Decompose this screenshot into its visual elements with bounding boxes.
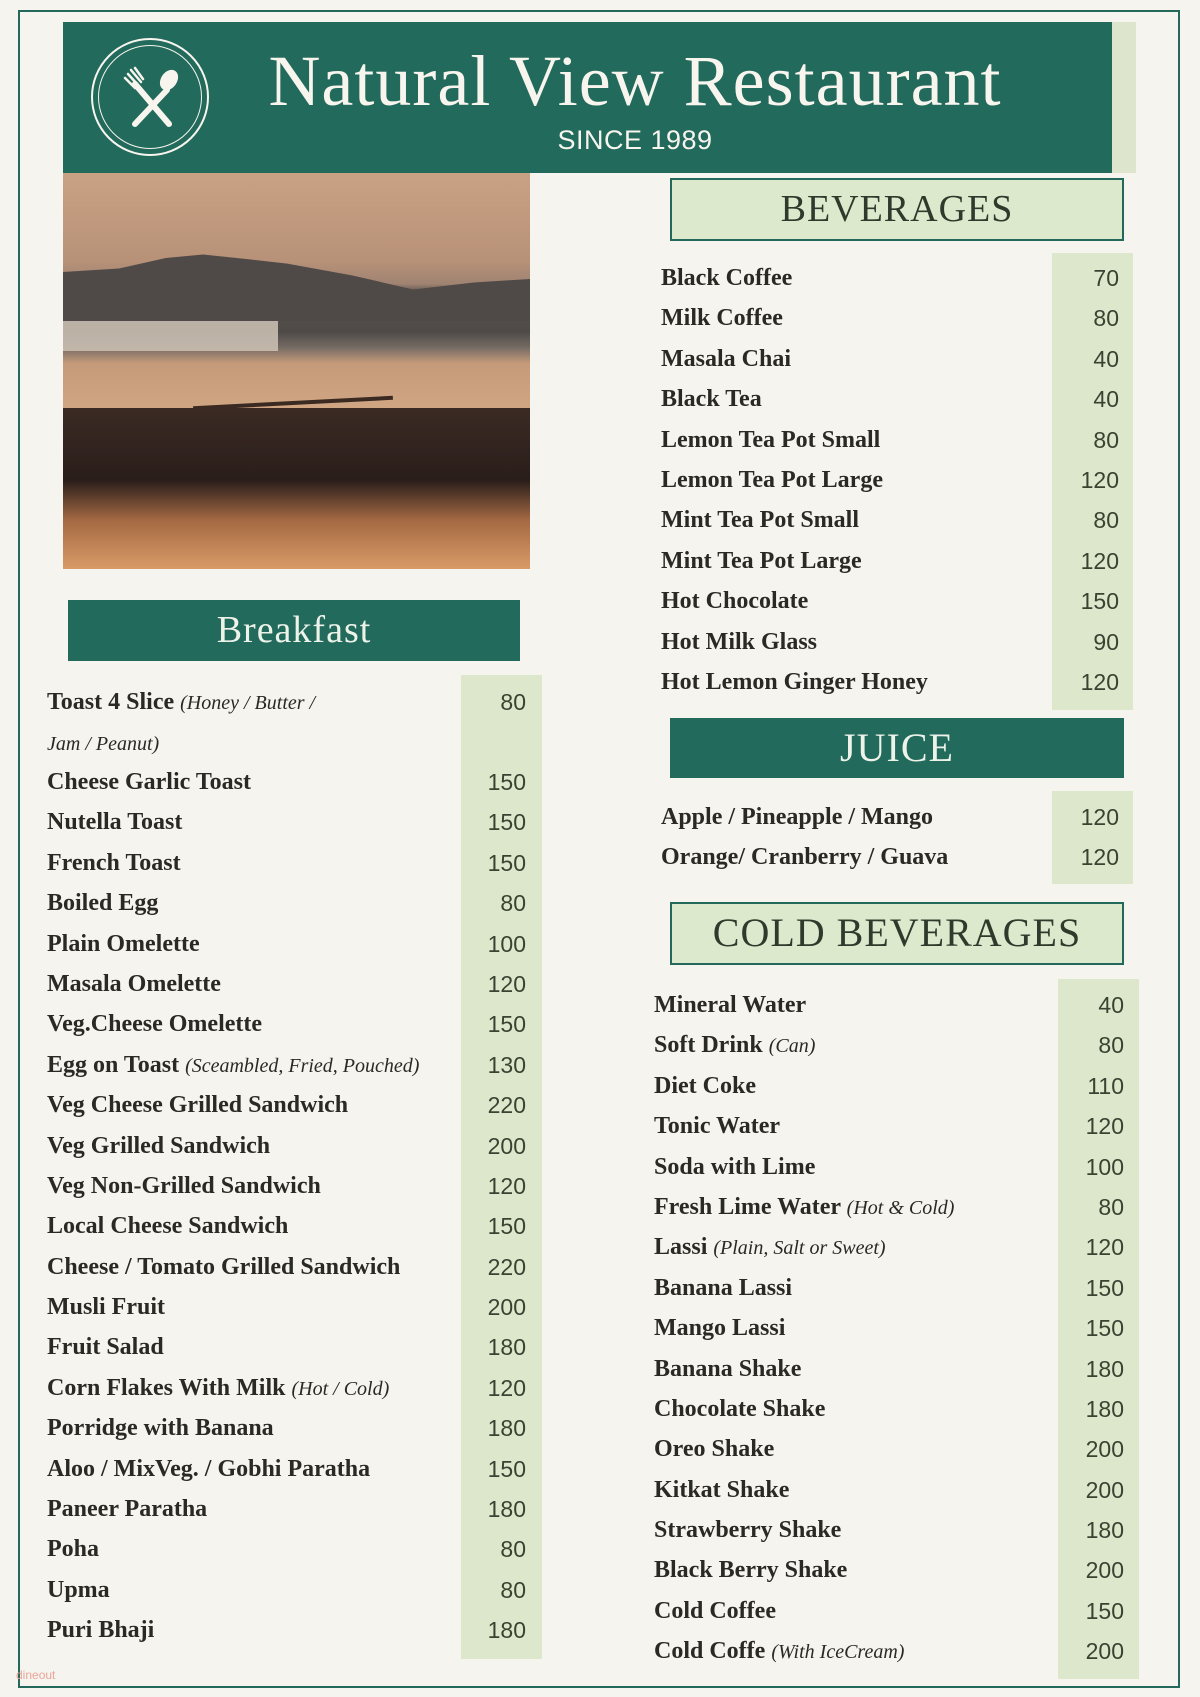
watermark: dineout bbox=[16, 1668, 56, 1682]
since-tagline: SINCE 1989 bbox=[557, 125, 713, 155]
menu-item-name bbox=[661, 339, 791, 379]
menu-item-price: 220 bbox=[487, 1092, 526, 1119]
menu-item-name bbox=[661, 581, 808, 621]
menu-item bbox=[661, 837, 1127, 877]
menu-item-price: 200 bbox=[1085, 1557, 1124, 1584]
menu-item bbox=[47, 1368, 537, 1408]
menu-item bbox=[654, 1389, 1133, 1429]
menu-item-note: (Hot & Cold) bbox=[846, 1196, 955, 1219]
menu-item-name bbox=[47, 1489, 207, 1529]
menu-item-note: (Sceambled, Fried, Pouched) bbox=[185, 1054, 420, 1077]
menu-item-price: 150 bbox=[487, 769, 526, 795]
item-name-text: Fruit Salad bbox=[47, 1334, 164, 1361]
item-name-text: Poha bbox=[47, 1536, 100, 1563]
menu-item-price: 150 bbox=[1085, 1274, 1124, 1301]
menu-item-price: 80 bbox=[500, 1576, 526, 1603]
menu-item-note: (With IceCream) bbox=[771, 1641, 905, 1664]
item-name-text: Oreo Shake bbox=[654, 1436, 775, 1463]
menu-item bbox=[661, 298, 1127, 338]
menu-item-price: 200 bbox=[487, 1294, 526, 1321]
menu-item-name bbox=[47, 1368, 389, 1409]
item-name-text: Veg Grilled Sandwich bbox=[47, 1132, 271, 1159]
item-name-text: Toast 4 Slice bbox=[47, 689, 175, 715]
header-banner bbox=[63, 22, 1112, 173]
photo-mountains bbox=[63, 251, 530, 321]
menu-item bbox=[47, 1004, 537, 1044]
menu-item-name bbox=[661, 837, 948, 877]
menu-item-name bbox=[47, 1045, 419, 1086]
menu-item-price: 180 bbox=[487, 1496, 526, 1523]
menu-item-name bbox=[654, 1591, 776, 1631]
menu-item bbox=[47, 802, 537, 842]
menu-item-name bbox=[654, 1227, 886, 1268]
item-name-text: Mango Lassi bbox=[654, 1315, 786, 1342]
menu-item bbox=[661, 379, 1127, 419]
menu-item-name bbox=[661, 541, 862, 581]
menu-item-price: 90 bbox=[1093, 628, 1119, 655]
menu-item bbox=[654, 1470, 1133, 1510]
menu-item-price: 150 bbox=[1080, 588, 1119, 615]
item-name-text: Veg Non-Grilled Sandwich bbox=[47, 1172, 321, 1199]
menu-item bbox=[47, 1126, 537, 1166]
menu-item bbox=[654, 1349, 1133, 1389]
menu-item bbox=[654, 1187, 1133, 1227]
menu-item-note: (Honey / Butter / Jam / Peanut) bbox=[47, 692, 316, 755]
item-name-text: Egg on Toast bbox=[47, 1051, 180, 1078]
item-name-text: Milk Coffee bbox=[661, 305, 783, 332]
menu-item bbox=[47, 1206, 537, 1246]
menu-item bbox=[47, 1247, 537, 1287]
menu-item bbox=[661, 258, 1127, 298]
menu-item-price: 80 bbox=[1098, 1193, 1124, 1220]
menu-item-price: 80 bbox=[1098, 1032, 1124, 1059]
item-name-text: Musli Fruit bbox=[47, 1294, 165, 1321]
item-name-text: Chocolate Shake bbox=[654, 1395, 826, 1422]
menu-item-name bbox=[47, 883, 158, 923]
item-name-text: Lassi bbox=[654, 1234, 708, 1261]
menu-item bbox=[661, 500, 1127, 540]
menu-item bbox=[654, 1025, 1133, 1065]
menu-item bbox=[661, 581, 1127, 621]
menu-item-name bbox=[47, 1408, 274, 1448]
menu-item-price: 180 bbox=[1085, 1395, 1124, 1422]
menu-item-price: 40 bbox=[1098, 992, 1124, 1018]
menu-item-price: 130 bbox=[487, 1051, 526, 1078]
restaurant-title: Natural View Restaurant bbox=[268, 41, 1002, 121]
item-name-text: Mineral Water bbox=[654, 992, 807, 1018]
menu-item-name bbox=[654, 1066, 756, 1106]
menu-item-name bbox=[47, 762, 251, 802]
menu-item-name bbox=[47, 1247, 400, 1287]
menu-item bbox=[47, 1408, 537, 1448]
item-name-text: French Toast bbox=[47, 849, 181, 876]
menu-item bbox=[661, 339, 1127, 379]
menu-item-name bbox=[661, 420, 880, 460]
photo-palace bbox=[63, 321, 278, 351]
breakfast-heading: Breakfast bbox=[68, 600, 520, 661]
menu-item-name bbox=[47, 924, 200, 964]
menu-item-price: 180 bbox=[1085, 1517, 1124, 1544]
beverages-heading: BEVERAGES bbox=[670, 178, 1124, 241]
menu-item bbox=[47, 843, 537, 883]
menu-item-price: 120 bbox=[1080, 844, 1119, 871]
menu-item-name bbox=[47, 1570, 110, 1610]
menu-item-price: 180 bbox=[1085, 1355, 1124, 1382]
menu-item-name bbox=[661, 460, 883, 500]
menu-item-name bbox=[47, 964, 221, 1004]
item-name-text: Strawberry Shake bbox=[654, 1517, 842, 1544]
menu-item bbox=[661, 622, 1127, 662]
menu-item-price: 150 bbox=[487, 1213, 526, 1240]
menu-item bbox=[47, 762, 537, 802]
menu-item-name bbox=[47, 1206, 288, 1246]
menu-item bbox=[47, 1529, 537, 1569]
cold-beverages-list bbox=[654, 985, 1133, 1672]
menu-item-name bbox=[661, 258, 792, 298]
menu-item-name bbox=[654, 985, 806, 1025]
item-name-text: Cold Coffee bbox=[654, 1597, 776, 1624]
menu-item-name bbox=[47, 1610, 154, 1650]
item-name-text: Plain Omelette bbox=[47, 930, 200, 957]
menu-item-name bbox=[47, 1327, 164, 1367]
menu-item-price: 200 bbox=[1085, 1638, 1124, 1665]
item-name-text: Hot Milk Glass bbox=[661, 628, 818, 655]
item-name-text: Hot Chocolate bbox=[661, 588, 809, 615]
item-name-text: Nutella Toast bbox=[47, 809, 183, 836]
menu-item-name bbox=[47, 682, 337, 764]
item-name-text: Cheese Garlic Toast bbox=[47, 769, 251, 795]
menu-item bbox=[47, 1489, 537, 1529]
menu-item-name bbox=[661, 622, 817, 662]
menu-item-price: 120 bbox=[1080, 547, 1119, 574]
menu-item-name bbox=[654, 1349, 801, 1389]
menu-item-name bbox=[654, 1147, 815, 1187]
menu-item-name bbox=[654, 1470, 789, 1510]
breakfast-list bbox=[47, 682, 537, 1651]
item-name-text: Veg.Cheese Omelette bbox=[47, 1011, 263, 1038]
item-name-text: Banana Shake bbox=[654, 1355, 802, 1382]
menu-item-price: 120 bbox=[1085, 1234, 1124, 1261]
menu-item bbox=[47, 1045, 537, 1085]
menu-item-price: 70 bbox=[1093, 265, 1119, 291]
menu-item bbox=[661, 420, 1127, 460]
menu-item-name bbox=[47, 802, 182, 842]
menu-item-name bbox=[661, 500, 859, 540]
menu-item-name bbox=[661, 662, 928, 702]
menu-item-price: 80 bbox=[1093, 507, 1119, 534]
menu-item-price: 150 bbox=[487, 809, 526, 836]
menu-item-price: 150 bbox=[487, 849, 526, 876]
item-name-text: Aloo / MixVeg. / Gobhi Paratha bbox=[47, 1455, 371, 1482]
menu-item bbox=[654, 1631, 1133, 1671]
menu-item-name bbox=[661, 298, 783, 338]
item-name-text: Banana Lassi bbox=[654, 1274, 793, 1301]
menu-item-name bbox=[47, 1126, 270, 1166]
item-name-text: Masala Chai bbox=[661, 345, 792, 372]
item-name-text: Diet Coke bbox=[654, 1072, 756, 1099]
menu-item-price: 150 bbox=[487, 1455, 526, 1482]
menu-item bbox=[661, 541, 1127, 581]
menu-item-price: 80 bbox=[500, 689, 526, 715]
logo bbox=[91, 38, 209, 156]
menu-item-price: 80 bbox=[1093, 305, 1119, 332]
item-name-text: Lemon Tea Pot Large bbox=[661, 466, 883, 493]
menu-item-price: 180 bbox=[487, 1617, 526, 1644]
menu-item-name bbox=[47, 1449, 370, 1489]
menu-item-name bbox=[654, 1550, 847, 1590]
menu-item-name bbox=[654, 1429, 774, 1469]
menu-item-price: 150 bbox=[487, 1011, 526, 1038]
item-name-text: Apple / Pineapple / Mango bbox=[661, 804, 934, 830]
header-accent-strip bbox=[1112, 22, 1136, 173]
menu-item-price: 120 bbox=[487, 1374, 526, 1401]
item-name-text: Tonic Water bbox=[654, 1113, 781, 1140]
menu-item-name bbox=[47, 1287, 165, 1327]
menu-item-name bbox=[654, 1631, 904, 1672]
juice-list bbox=[661, 797, 1127, 878]
menu-item-price: 80 bbox=[500, 1536, 526, 1563]
menu-item-price: 100 bbox=[1085, 1153, 1124, 1180]
menu-item bbox=[47, 682, 537, 762]
menu-item bbox=[47, 1085, 537, 1125]
menu-item-name bbox=[47, 843, 181, 883]
item-name-text: Upma bbox=[47, 1576, 110, 1603]
menu-item-price: 40 bbox=[1093, 386, 1119, 413]
menu-item-price: 110 bbox=[1087, 1072, 1124, 1099]
menu-item bbox=[654, 1268, 1133, 1308]
menu-item-name bbox=[47, 1085, 348, 1125]
menu-item-name bbox=[654, 1187, 954, 1228]
restaurant-photo bbox=[63, 173, 530, 569]
menu-item-name bbox=[47, 1166, 321, 1206]
menu-item-note: (Can) bbox=[768, 1035, 816, 1058]
item-name-text: Mint Tea Pot Large bbox=[661, 547, 862, 574]
menu-item bbox=[47, 924, 537, 964]
menu-item bbox=[47, 1287, 537, 1327]
menu-item-price: 150 bbox=[1085, 1597, 1124, 1624]
menu-item-price: 150 bbox=[1085, 1315, 1124, 1342]
menu-item bbox=[47, 1327, 537, 1367]
item-name-text: Hot Lemon Ginger Honey bbox=[661, 668, 928, 695]
menu-item-price: 180 bbox=[487, 1334, 526, 1361]
menu-item-name bbox=[654, 1510, 841, 1550]
menu-item-price: 120 bbox=[1085, 1113, 1124, 1140]
menu-item-price: 220 bbox=[487, 1253, 526, 1280]
menu-item bbox=[654, 1429, 1133, 1469]
menu-item-name bbox=[661, 379, 762, 419]
item-name-text: Black Coffee bbox=[661, 265, 793, 291]
beverages-list bbox=[661, 258, 1127, 702]
item-name-text: Corn Flakes With Milk bbox=[47, 1374, 286, 1401]
menu-item bbox=[654, 1550, 1133, 1590]
menu-item bbox=[654, 1308, 1133, 1348]
item-name-text: Masala Omelette bbox=[47, 970, 221, 997]
menu-item bbox=[654, 1510, 1133, 1550]
menu-item-price: 200 bbox=[487, 1132, 526, 1159]
item-name-text: Paneer Paratha bbox=[47, 1496, 208, 1523]
item-name-text: Porridge with Banana bbox=[47, 1415, 274, 1442]
menu-item-price: 120 bbox=[1080, 466, 1119, 493]
menu-item bbox=[654, 1066, 1133, 1106]
menu-item-price: 200 bbox=[1085, 1476, 1124, 1503]
menu-item-price: 120 bbox=[487, 1172, 526, 1199]
menu-item bbox=[661, 662, 1127, 702]
menu-item-name bbox=[654, 1025, 815, 1066]
item-name-text: Soft Drink bbox=[654, 1032, 763, 1059]
menu-item bbox=[661, 797, 1127, 837]
menu-item-price: 80 bbox=[500, 890, 526, 917]
item-name-text: Veg Cheese Grilled Sandwich bbox=[47, 1092, 349, 1119]
menu-item-note: (Plain, Salt or Sweet) bbox=[713, 1237, 886, 1260]
juice-heading: JUICE bbox=[670, 718, 1124, 778]
item-name-text: Local Cheese Sandwich bbox=[47, 1213, 289, 1240]
menu-item bbox=[654, 1147, 1133, 1187]
item-name-text: Cold Coffe bbox=[654, 1638, 766, 1665]
item-name-text: Mint Tea Pot Small bbox=[661, 507, 860, 534]
menu-item-price: 100 bbox=[487, 930, 526, 957]
menu-item bbox=[654, 985, 1133, 1025]
menu-item bbox=[47, 1449, 537, 1489]
menu-item-name bbox=[47, 1004, 262, 1044]
menu-item bbox=[47, 964, 537, 1004]
item-name-text: Boiled Egg bbox=[47, 890, 159, 917]
photo-terrace bbox=[63, 408, 530, 569]
item-name-text: Fresh Lime Water bbox=[654, 1193, 841, 1220]
menu-item-price: 120 bbox=[487, 970, 526, 997]
menu-item-price: 200 bbox=[1085, 1436, 1124, 1463]
item-name-text: Puri Bhaji bbox=[47, 1617, 155, 1644]
item-name-text: Black Berry Shake bbox=[654, 1557, 848, 1584]
item-name-text: Soda with Lime bbox=[654, 1153, 816, 1180]
item-name-text: Cheese / Tomato Grilled Sandwich bbox=[47, 1253, 401, 1280]
item-name-text: Lemon Tea Pot Small bbox=[661, 426, 881, 453]
menu-item-name bbox=[47, 1529, 99, 1569]
menu-item-price: 40 bbox=[1093, 345, 1119, 372]
item-name-text: Black Tea bbox=[661, 386, 762, 413]
menu-item-price: 120 bbox=[1080, 668, 1119, 695]
menu-item bbox=[47, 883, 537, 923]
item-name-text: Kitkat Shake bbox=[654, 1476, 790, 1503]
menu-item bbox=[654, 1591, 1133, 1631]
cold-beverages-heading: COLD BEVERAGES bbox=[670, 902, 1124, 965]
menu-item-name bbox=[654, 1268, 792, 1308]
menu-item-name bbox=[661, 797, 933, 837]
menu-item-price: 120 bbox=[1080, 804, 1119, 830]
menu-item bbox=[654, 1106, 1133, 1146]
menu-item-name bbox=[654, 1389, 825, 1429]
menu-item bbox=[654, 1227, 1133, 1267]
item-name-text: Orange/ Cranberry / Guava bbox=[661, 844, 949, 871]
menu-item bbox=[47, 1570, 537, 1610]
menu-item bbox=[661, 460, 1127, 500]
menu-item-name bbox=[654, 1106, 780, 1146]
menu-item-price: 80 bbox=[1093, 426, 1119, 453]
menu-item-note: (Hot / Cold) bbox=[291, 1377, 390, 1400]
menu-item-name bbox=[654, 1308, 785, 1348]
fork-spoon-icon bbox=[119, 66, 185, 132]
menu-item bbox=[47, 1610, 537, 1650]
menu-item bbox=[47, 1166, 537, 1206]
menu-item-price: 180 bbox=[487, 1415, 526, 1442]
